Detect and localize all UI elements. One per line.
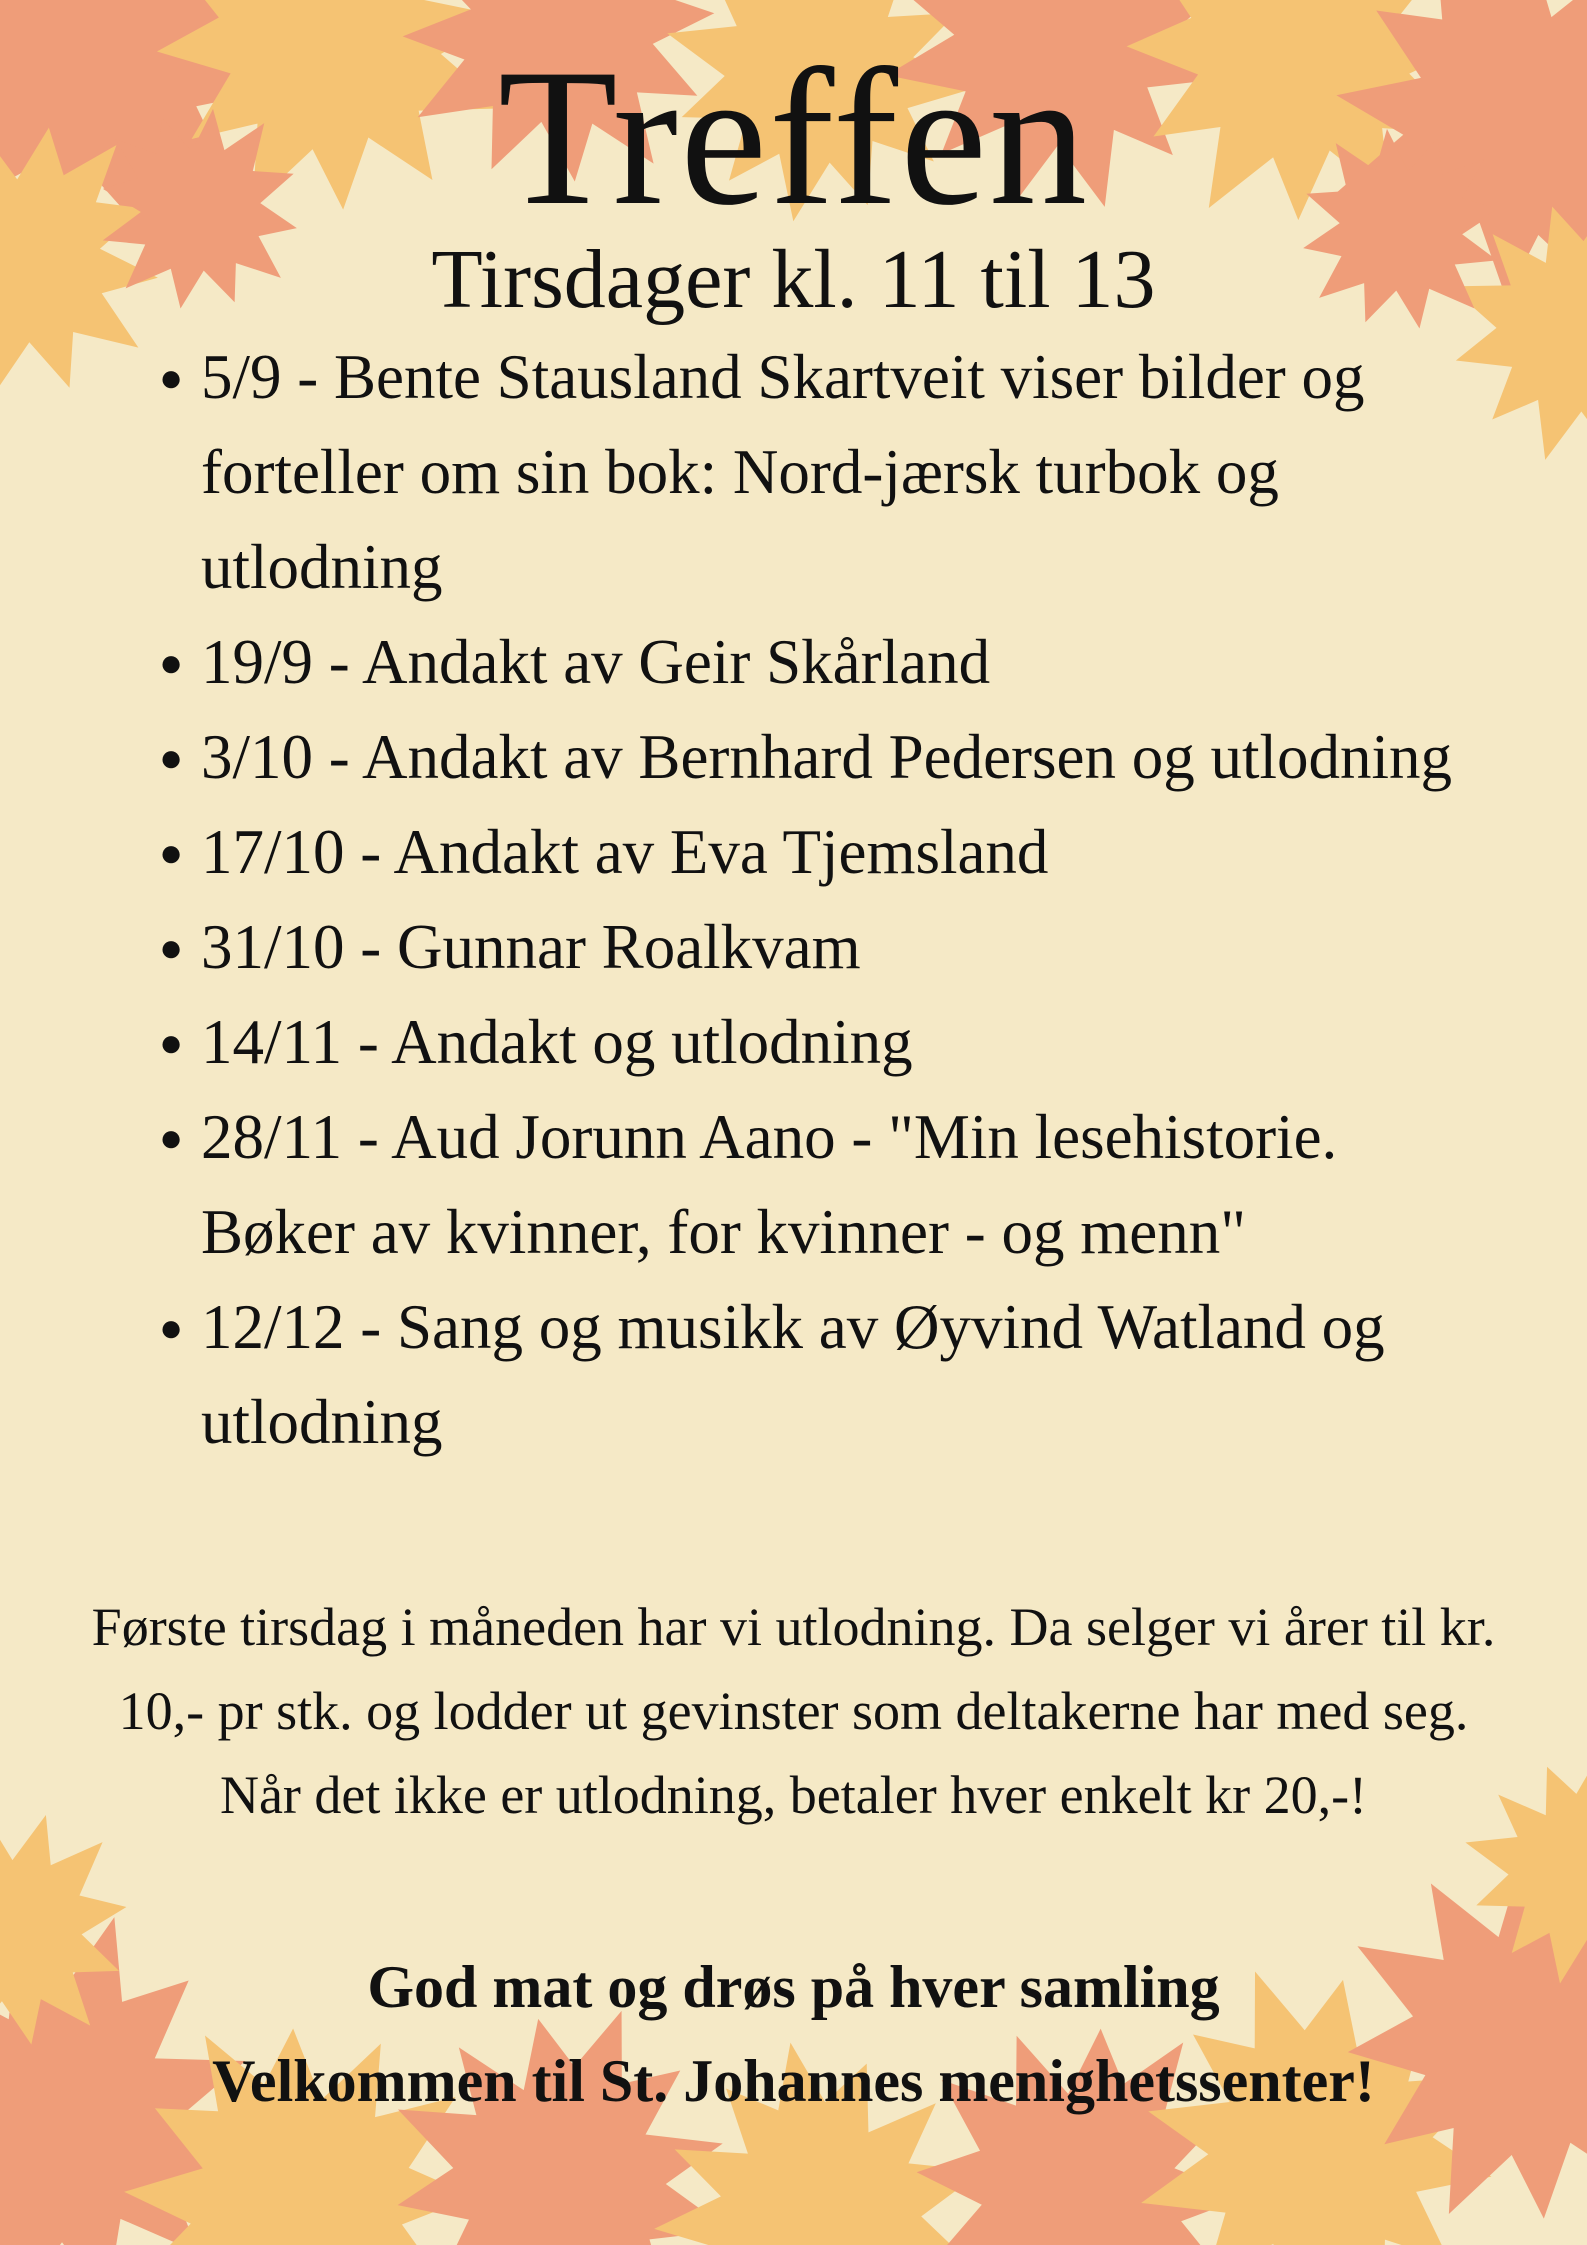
poster-title: Treffen <box>497 29 1090 246</box>
list-item <box>155 1280 1485 1470</box>
bullet-icon: ● <box>159 640 184 685</box>
list-item <box>155 805 1485 900</box>
event-text: 28/11 - Aud Jorunn Aano - "Min lesehistorie. Bøker av kvinner, for kvinner - og menn" <box>201 1102 1338 1267</box>
bullet-icon: ● <box>159 735 184 780</box>
list-item <box>155 1090 1485 1280</box>
bullet-icon: ● <box>159 1305 184 1350</box>
event-text: 14/11 - Andakt og utlodning <box>201 1007 913 1077</box>
info-paragraph: Første tirsdag i måneden har vi utlodning. Da selger vi årer til kr. 10,- pr stk. og lodder ut gevinster som deltakerne har med seg. Når det ikke er utlodning, betaler hver enkelt kr 20,-! <box>91 1597 1496 1825</box>
bullet-icon: ● <box>159 830 184 875</box>
bullet-icon: ● <box>159 1020 184 1065</box>
list-item <box>155 900 1485 995</box>
event-text: 19/9 - Andakt av Geir Skårland <box>201 627 991 697</box>
event-list <box>155 330 1485 1470</box>
closing-line-food: God mat og drøs på hver samling <box>367 1954 1220 2020</box>
list-item <box>155 330 1485 615</box>
closing-block <box>0 1940 1587 2128</box>
bullet-icon: ● <box>159 925 184 970</box>
event-text: 17/10 - Andakt av Eva Tjemsland <box>201 817 1049 887</box>
bullet-icon: ● <box>159 1115 184 1160</box>
event-text: 31/10 - Gunnar Roalkvam <box>201 912 861 982</box>
poster-subtitle: Tirsdager kl. 11 til 13 <box>431 233 1156 326</box>
list-item <box>155 710 1485 805</box>
event-text: 3/10 - Andakt av Bernhard Pedersen og utlodning <box>201 722 1453 792</box>
list-item <box>155 995 1485 1090</box>
closing-line-welcome: Velkommen til St. Johannes menighetssenter! <box>212 2048 1375 2114</box>
bullet-icon: ● <box>159 355 184 400</box>
event-text: 12/12 - Sang og musikk av Øyvind Watland og utlodning <box>201 1292 1385 1457</box>
list-item <box>155 615 1485 710</box>
event-text: 5/9 - Bente Stausland Skartveit viser bilder og forteller om sin bok: Nord-jærsk turbok og utlodning <box>201 342 1365 602</box>
